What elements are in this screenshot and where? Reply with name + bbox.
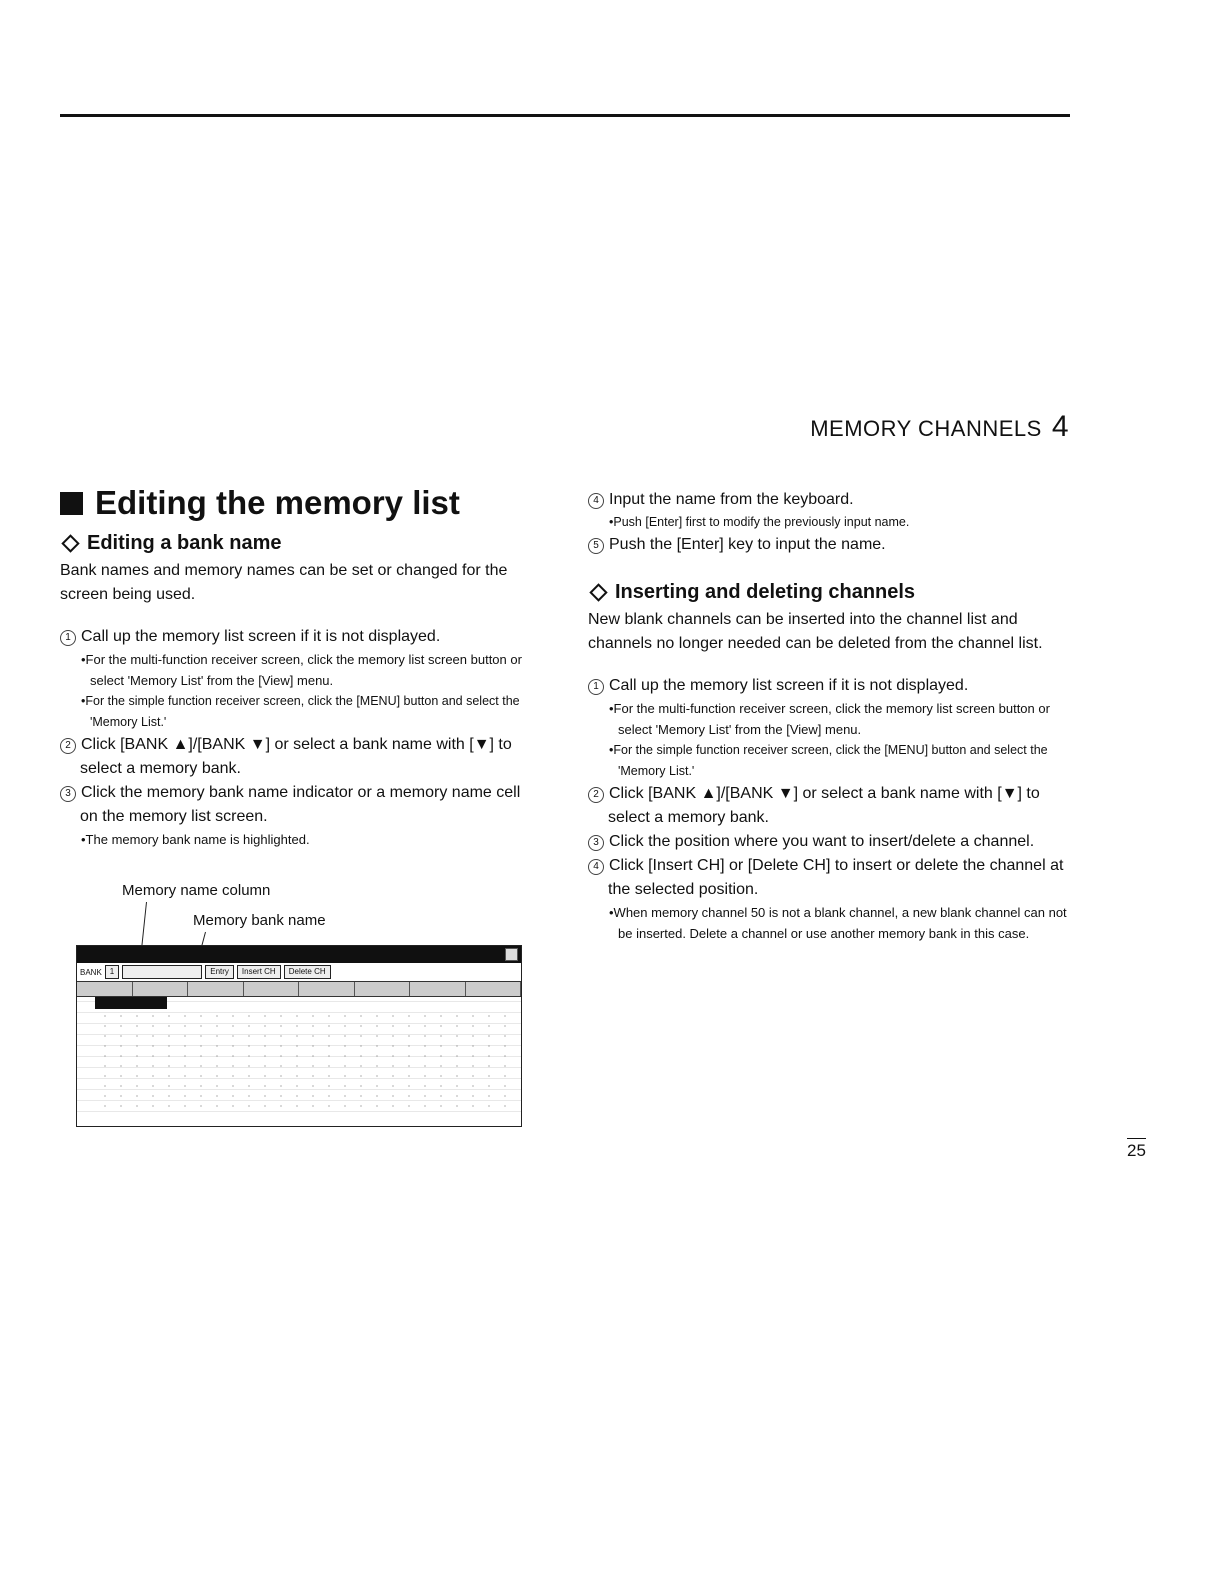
step-4-note: •Push [Enter] first to modify the previously input name. [609,515,910,529]
running-header [810,410,1069,444]
top-rule [60,114,1070,117]
circled-number: 4 [588,493,604,509]
diamond-icon [61,534,79,552]
delete-ch-button: Delete CH [284,965,331,979]
subheading-insert-delete: Inserting and deleting channels [588,581,1070,604]
step-1b: 1 Call up the memory list screen if it is not displayed. [588,674,1070,698]
bank-label: BANK [80,967,102,977]
caption-memory-bank-name: Memory bank name [193,912,326,929]
column-headers [77,982,521,997]
step-4b: 4 Click [Insert CH] or [Delete CH] to insert or delete the channel at the selected position. [588,854,1070,902]
circled-number: 4 [588,859,604,875]
left-column [60,484,540,850]
window-titlebar [77,946,521,963]
right-column [588,488,1070,944]
circled-number: 3 [60,786,76,802]
grid-content [97,1011,511,1112]
step-3b: 3 Click the position where you want to insert/delete a channel. [588,830,1070,854]
bank-selector: 1 [105,965,119,979]
step-1-note-1: •For the multi-function receiver screen, click the memory list screen button or select 'Memory List' from the [View] menu. [81,652,522,688]
memory-list-screenshot [76,945,522,1127]
subheading-bank-name: Editing a bank name [60,532,540,555]
entry-button: Entry [205,965,234,979]
circled-number: 3 [588,835,604,851]
insert-ch-button: Insert CH [237,965,281,979]
section-title: MEMORY CHANNELS [810,416,1042,441]
intro-text: Bank names and memory names can be set or changed for the screen being used. [60,562,508,603]
step-1b-note-1: •For the multi-function receiver screen, click the memory list screen button or select 'Memory List' from the [View] menu. [609,701,1050,737]
circled-number: 2 [60,738,76,754]
screenshot-toolbar [77,963,521,982]
step-2b: 2 Click [BANK ▲]/[BANK ▼] or select a bank name with [▼] to select a memory bank. [588,782,1070,830]
step-2: 2 Click [BANK ▲]/[BANK ▼] or select a bank name with [▼] to select a memory bank. [60,733,540,781]
page-number: 25 [1127,1138,1146,1161]
caption-memory-name-column: Memory name column [122,882,271,899]
circled-number: 1 [60,630,76,646]
diamond-icon [589,583,607,601]
step-1b-note-2: •For the simple function receiver screen, click the [MENU] button and select the 'Memory List.' [609,743,1048,778]
close-icon [505,948,518,961]
intro-text-2: New blank channels can be inserted into the channel list and channels no longer needed can be deleted from the channel list. [588,611,1043,652]
step-3-note: •The memory bank name is highlighted. [81,832,310,847]
step-3: 3 Click the memory bank name indicator or a memory name cell on the memory list screen. [60,781,540,829]
step-5: 5 Push the [Enter] key to input the name. [588,533,1070,557]
step-1: 1 Call up the memory list screen if it is not displayed. [60,625,540,649]
memory-grid [77,997,521,1122]
chapter-number: 4 [1051,410,1069,443]
square-bullet-icon [60,492,83,515]
circled-number: 2 [588,787,604,803]
bank-name-dropdown [122,965,202,979]
step-4: 4 Input the name from the keyboard. [588,488,1070,512]
circled-number: 1 [588,679,604,695]
circled-number: 5 [588,538,604,554]
step-1-note-2: •For the simple function receiver screen, click the [MENU] button and select the 'Memory List.' [81,694,520,729]
step-4b-note: •When memory channel 50 is not a blank channel, a new blank channel can not be inserted. Delete a channel or use another memory bank in this case. [609,905,1067,941]
highlighted-cell [95,997,167,1009]
section-heading: Editing the memory list [60,484,540,522]
